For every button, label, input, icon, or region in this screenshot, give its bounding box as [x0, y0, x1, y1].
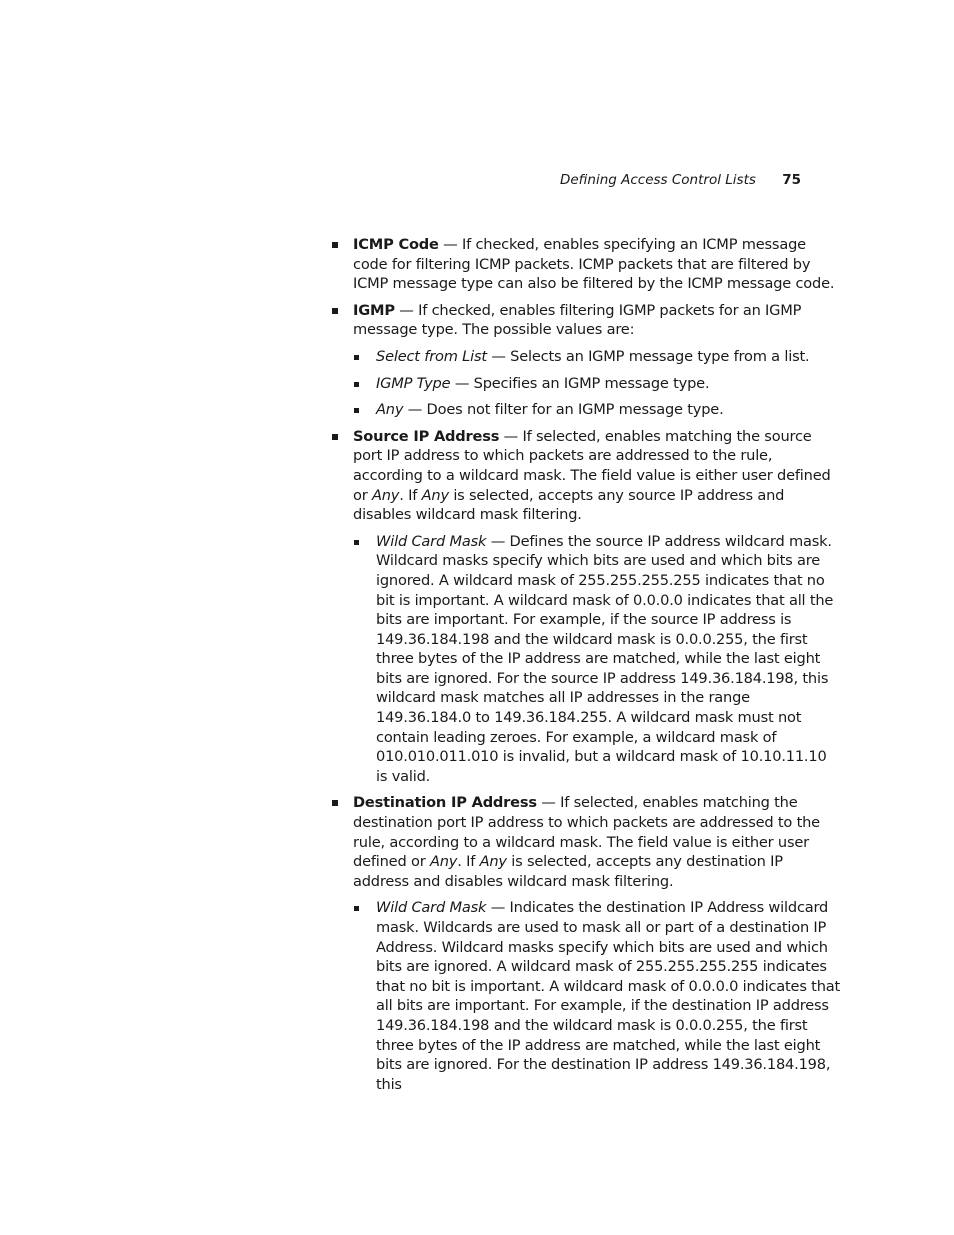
bullet-icon	[354, 382, 359, 387]
item-description-end: is selected, accepts any source IP address and disables wildcard mask filtering.	[353, 486, 785, 524]
sub-description: — Indicates the destination IP Address wildcard mask. Wildcards are used to mask all or part of a destination IP Address. Wildcard masks specify which bits are used and which bits are ignored. A wildcard mask of 255.255.255.255 indicates that no bit is important. A wildcard mask of 0.0.0.0 indicates that all bits are important. For example, if the destination IP address 149.36.184.198 and the wildcard mask is 0.0.0.255, the first three bytes of the IP address are matched, while the last eight bits are ignored. For the destination IP address 149.36.184.198, this	[376, 899, 841, 1093]
sub-list	[353, 532, 842, 787]
any-term: Any	[371, 486, 400, 504]
bullet-icon	[354, 906, 359, 911]
sub-item-select-from-list	[353, 347, 842, 367]
sub-term: Wild Card Mask	[376, 532, 487, 550]
bullet-icon	[332, 434, 338, 440]
term-label: ICMP Code	[353, 236, 439, 253]
body-content	[330, 235, 842, 1094]
any-term: Any	[479, 853, 507, 871]
running-header	[560, 172, 801, 188]
list-item-destination-ip-address	[330, 793, 842, 1094]
field-list	[330, 235, 842, 1094]
bullet-icon	[332, 308, 338, 314]
item-description: — If selected, enables matching the source port IP address to which packets are addressed to the rule, according to a wildcard mask. The field value is either user defined or	[353, 427, 831, 504]
sub-item-wild-card-mask	[353, 898, 842, 1094]
term-label: IGMP	[353, 301, 395, 319]
sub-term: Any	[376, 401, 404, 419]
sub-term: IGMP Type	[376, 374, 451, 392]
sub-item-any	[353, 400, 842, 420]
sub-list	[353, 898, 842, 1094]
list-item-source-ip-address	[330, 427, 842, 787]
bullet-icon	[354, 408, 359, 413]
sub-description: — Defines the source IP address wildcard mask. Wildcard masks specify which bits are used and which bits are ignored. A wildcard mask of 255.255.255.255 indicates that no bit is important. A wildcard mask of 0.0.0.0 indicates that all the bits are important. For example, if the source IP address is 149.36.184.198 and the wildcard mask is 0.0.0.255, the first three bytes of the IP address are matched, while the last eight bits are ignored. For the source IP address 149.36.184.198, this wildcard mask matches all IP addresses in the range 149.36.184.0 to 149.36.184.255. A wildcard mask must not contain leading zeroes. For example, a wildcard mask of 010.010.011.010 is invalid, but a wildcard mask of 10.10.11.10 is valid.	[376, 532, 834, 785]
sub-item-igmp-type	[353, 374, 842, 394]
item-description-cont: . If	[457, 853, 480, 871]
bullet-icon	[354, 540, 359, 545]
header-title: Defining Access Control Lists	[559, 172, 756, 188]
sub-list	[353, 347, 842, 420]
bullet-icon	[332, 242, 338, 248]
list-item-icmp-code	[330, 235, 842, 294]
sub-description: — Specifies an IGMP message type.	[450, 374, 710, 392]
list-item-igmp	[330, 301, 842, 420]
sub-description: — Does not filter for an IGMP message type.	[403, 401, 724, 419]
item-description-cont: . If	[399, 486, 422, 504]
term-label: Source IP Address	[353, 427, 500, 445]
item-description-end: is selected, accepts any destination IP address and disables wildcard mask filtering.	[353, 853, 783, 890]
bullet-icon	[332, 800, 338, 806]
sub-description: — Selects an IGMP message type from a list.	[486, 347, 810, 365]
item-description: — If checked, enables filtering IGMP packets for an IGMP message type. The possible values are:	[353, 301, 802, 339]
any-term: Any	[421, 486, 449, 504]
term-label: Destination IP Address	[353, 794, 537, 812]
sub-item-wild-card-mask	[353, 532, 842, 787]
sub-term: Select from List	[376, 347, 487, 365]
any-term: Any	[429, 853, 458, 871]
bullet-icon	[354, 355, 359, 360]
page-number: 75	[782, 172, 801, 188]
sub-term: Wild Card Mask	[376, 899, 487, 917]
item-description: — If checked, enables specifying an ICMP message code for filtering ICMP packets. ICMP packets that are filtered by ICMP message type can also be filtered by the ICMP message code.	[353, 236, 835, 293]
item-description: — If selected, enables matching the destination port IP address to which packets are addressed to the rule, according to a wildcard mask. The field value is either user defined or	[353, 794, 820, 871]
